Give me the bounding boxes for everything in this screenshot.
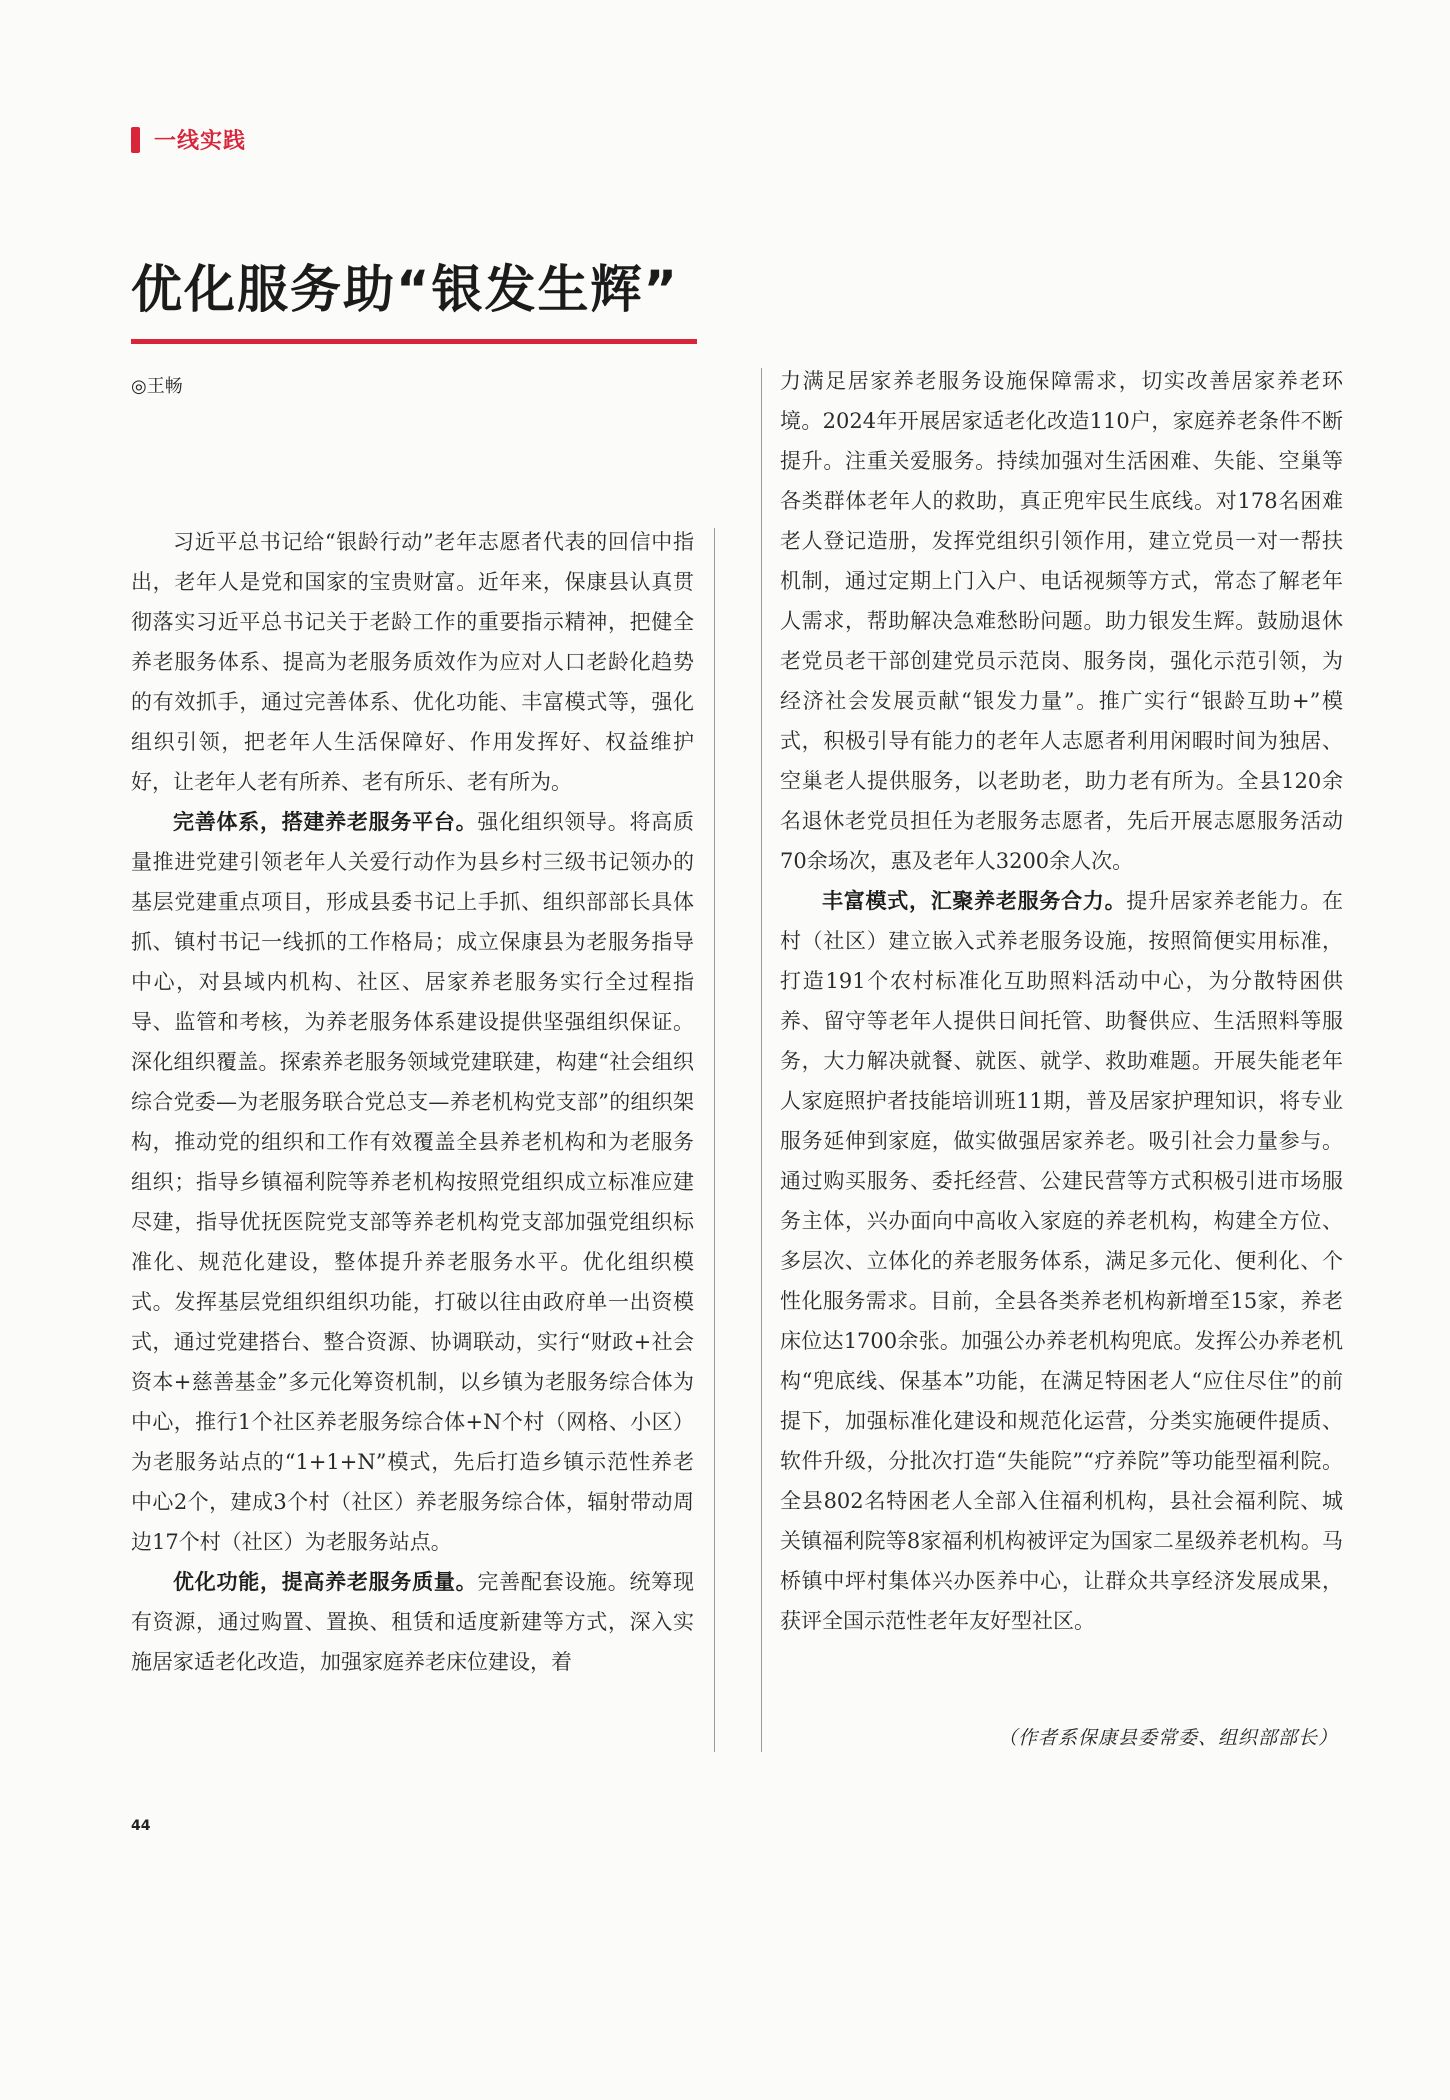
section-body-system: 强化组织领导。将高质量推进党建引领老年人关爱行动作为县乡村三级书记领办的基层党建重点项目，形成县委书记上手抓、组织部部长具体抓、镇村书记一线抓的工作格局；成立保康县为老服务指导中心，对县域内机构、社区、居家养老服务实行全过程指导、监管和考核，为养老服务体系建设提供坚强组织保证。深化组织覆盖。探索养老服务领域党建联建，构建“社会组织综合党委—为老服务联合党总支—养老机构党支部”的组织架构，推动党的组织和工作有效覆盖全县养老机构和为老服务组织；指导乡镇福利院等养老机构按照党组织成立标准应建尽建，指导优抚医院党支部等养老机构党支部加强党组织标准化、规范化建设，整体提升养老服务水平。优化组织模式。发挥基层党组织组织功能，打破以往由政府单一出资模式，通过党建搭台、整合资源、协调联动，实行“财政+社会资本+慈善基金”多元化筹资机制，以乡镇为老服务综合体为中心，推行1个社区养老服务综合体+N个村（网格、小区）为老服务站点的“1+1+N”模式，先后打造乡镇示范性养老中心2个，建成3个村（社区）养老服务综合体，辐射带动周边17个村（社区）为老服务站点。: [131, 810, 695, 1554]
section-paragraph-system: [131, 802, 694, 1562]
section-heading-model: 丰富模式，汇聚养老服务合力。: [822, 889, 1127, 913]
section-tag: [131, 124, 246, 155]
section-body-model: 提升居家养老能力。在村（社区）建立嵌入式养老服务设施，按照简便实用标准，打造191个农村标准化互助照料活动中心，为分散特困供养、留守等老年人提供日间托管、助餐供应、生活照料等服务，大力解决就餐、就医、就学、救助难题。开展失能老年人家庭照护者技能培训班11期，普及居家护理知识，将专业服务延伸到家庭，做实做强居家养老。吸引社会力量参与。通过购买服务、委托经营、公建民营等方式积极引进市场服务主体，兴办面向中高收入家庭的养老机构，构建全方位、多层次、立体化的养老服务体系，满足多元化、便利化、个性化服务需求。目前，全县各类养老机构新增至15家，养老床位达1700余张。加强公办养老机构兜底。发挥公办养老机构“兜底线、保基本”功能，在满足特困老人“应住尽住”的前提下，加强标准化建设和规范化运营，分类实施硬件提质、软件升级，分批次打造“失能院”“疗养院”等功能型福利院。全县802名特困老人全部入住福利机构，县社会福利院、城关镇福利院等8家福利机构被评定为国家二星级养老机构。马桥镇中坪村集体兴办医养中心，让群众共享经济发展成果，获评全国示范性老年友好型社区。: [780, 889, 1344, 1633]
author-byline: （作者系保康县委常委、组织部部长）: [997, 1727, 1338, 1749]
section-body-function-start: 完善配套设施。统筹现有资源，通过购置、置换、租赁和适度新建等方式，深入实施居家适老化改造，加强家庭养老床位建设，着: [131, 1570, 695, 1674]
left-column: [131, 522, 694, 1682]
section-heading-function: 优化功能，提高养老服务质量。: [173, 1570, 478, 1594]
section-heading-system: 完善体系，搭建养老服务平台。: [173, 810, 478, 834]
column-divider-right: [761, 368, 762, 1752]
right-column: [780, 361, 1343, 1641]
article-title: 优化服务助“银发生辉”: [131, 261, 680, 320]
author: ◎王畅: [131, 376, 183, 397]
column-divider-left: [714, 528, 715, 1752]
intro-paragraph: 习近平总书记给“银龄行动”老年志愿者代表的回信中指出，老年人是党和国家的宝贵财富。近年来，保康县认真贯彻落实习近平总书记关于老龄工作的重要指示精神，把健全养老服务体系、提高为老服务质效作为应对人口老龄化趋势的有效抓手，通过完善体系、优化功能、丰富模式等，强化组织引领，把老年人生活保障好、作用发挥好、权益维护好，让老年人老有所养、老有所乐、老有所为。: [131, 530, 694, 794]
section-label: 一线实践: [154, 129, 247, 154]
section-marker-icon: [131, 127, 140, 153]
section-paragraph-function: [131, 1562, 694, 1682]
section-body-function-cont: 力满足居家养老服务设施保障需求，切实改善居家养老环境。2024年开展居家适老化改造110户，家庭养老条件不断提升。注重关爱服务。持续加强对生活困难、失能、空巢等各类群体老年人的救助，真正兜牢民生底线。对178名困难老人登记造册，发挥党组织引领作用，建立党员一对一帮扶机制，通过定期上门入户、电话视频等方式，常态了解老年人需求，帮助解决急难愁盼问题。助力银发生辉。鼓励退休老党员老干部创建党员示范岗、服务岗，强化示范引领，为经济社会发展贡献“银发力量”。推广实行“银龄互助+”模式，积极引导有能力的老年人志愿者利用闲暇时间为独居、空巢老人提供服务，以老助老，助力老有所为。全县120余名退休老党员担任为老服务志愿者，先后开展志愿服务活动70余场次，惠及老年人3200余人次。: [780, 369, 1343, 873]
title-underline: [131, 339, 697, 344]
page-number: 44: [131, 1818, 151, 1834]
section-paragraph-model: [780, 881, 1343, 1641]
